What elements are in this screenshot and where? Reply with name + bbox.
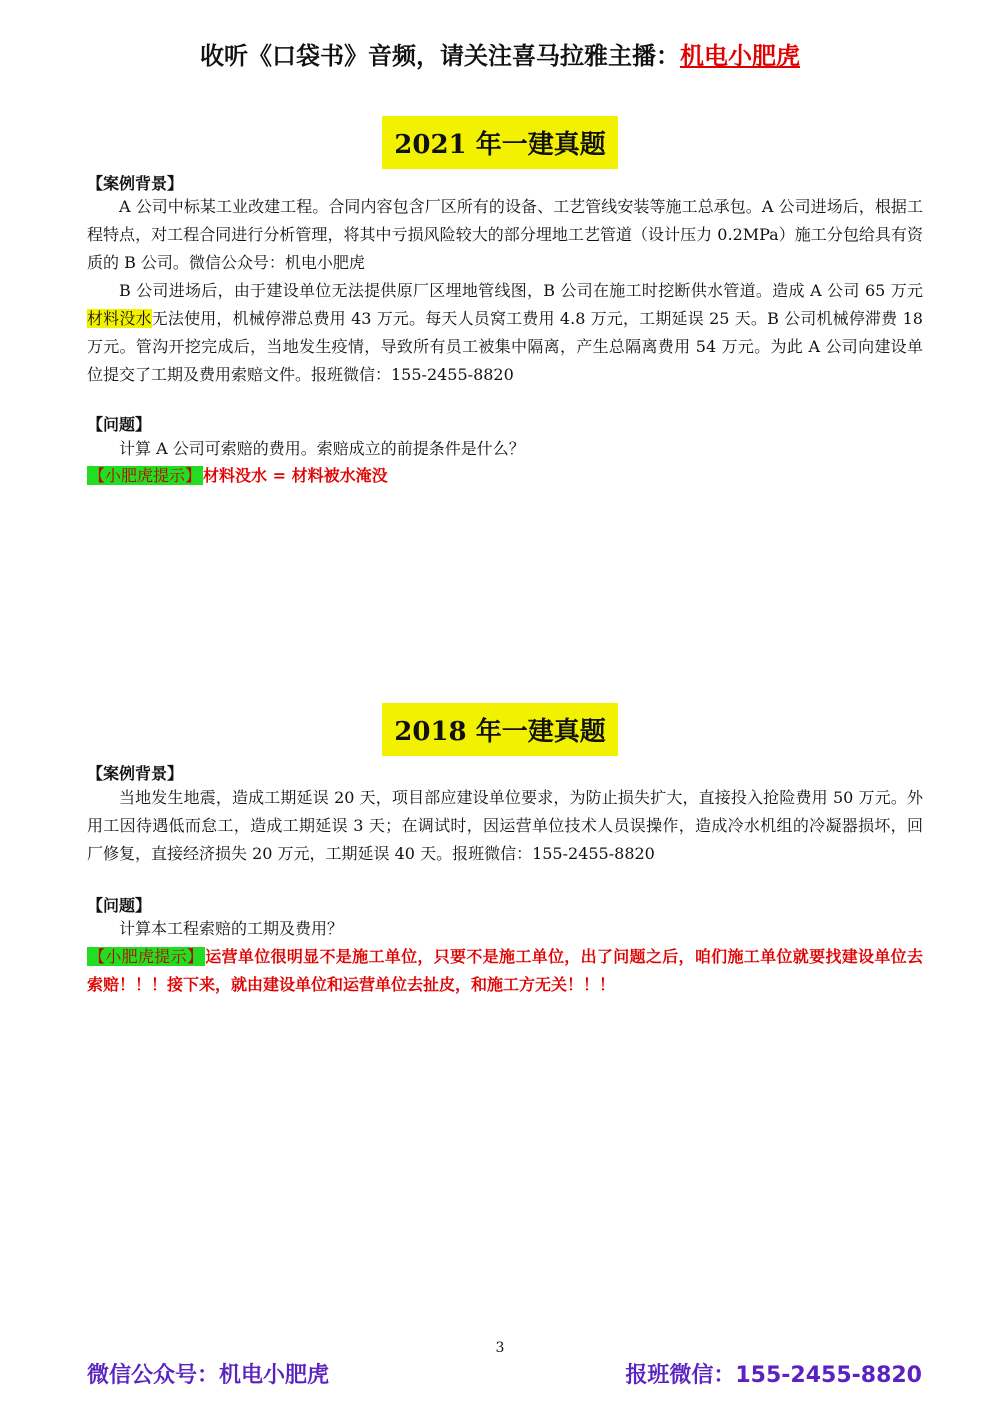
host-link[interactable]: 机电小肥虎 bbox=[680, 42, 800, 70]
tip-block bbox=[87, 943, 923, 999]
section-title-text: 2021 年一建真题 bbox=[382, 116, 617, 169]
page-number: 3 bbox=[495, 1340, 505, 1356]
case-background-text bbox=[87, 193, 923, 389]
highlighted-term: 材料没水 bbox=[87, 309, 152, 328]
question-text: 计算本工程索赔的工期及费用？ bbox=[119, 919, 344, 938]
case-background-label: 【案例背景】 bbox=[87, 764, 184, 783]
case-background-label: 【案例背景】 bbox=[87, 174, 184, 193]
top-banner bbox=[0, 36, 1000, 71]
case-background-text bbox=[87, 784, 923, 868]
footer-wechat-account: 微信公众号：机电小肥虎 bbox=[87, 1363, 330, 1388]
footer-enroll-wechat: 报班微信：155-2455-8820 bbox=[625, 1363, 922, 1388]
section-title-2018 bbox=[0, 703, 1000, 756]
tip-tag: 【小肥虎提示】 bbox=[89, 466, 202, 485]
question-label: 【问题】 bbox=[87, 415, 152, 434]
question-text: 计算 A 公司可索赔的费用。索赔成立的前提条件是什么？ bbox=[119, 439, 525, 458]
paragraph: 当地发生地震，造成工期延误 20 天，项目部应建设单位要求，为防止损失扩大，直接投入抢险费用 50 万元。外用工因待遇低而怠工，造成工期延误 3 天；在调试时，因运营单位技术人员误操作，造成冷水机组的冷凝器损坏，回厂修复，直接经济损失 20 万元，工期延误 40 天。报班微信：155-2455-8820 bbox=[87, 788, 923, 863]
section-title-2021 bbox=[0, 116, 1000, 169]
question-label: 【问题】 bbox=[87, 896, 152, 915]
paragraph: B 公司进场后，由于建设单位无法提供原厂区埋地管线图，B 公司在施工时挖断供水管道。造成 A 公司 65 万元材料没水无法使用，机械停滞总费用 43 万元。每天人员窝工费用 4.8 万元，工期延误 25 天。B 公司机械停滞费 18 万元。管沟开挖完成后，当地发生疫情，导致所有员工被集中隔离，产生总隔离费用 54 万元。为此 A 公司向建设单位提交了工期及费用索赔文件。报班微信：155-2455-8820 bbox=[87, 281, 923, 384]
tip-tag: 【小肥虎提示】 bbox=[89, 947, 204, 966]
section-title-text: 2018 年一建真题 bbox=[382, 703, 617, 756]
banner-prefix: 收听《口袋书》音频，请关注喜马拉雅主播： bbox=[200, 42, 680, 70]
paragraph: A 公司中标某工业改建工程。合同内容包含厂区所有的设备、工艺管线安装等施工总承包。A 公司进场后，根据工程特点，对工程合同进行分析管理，将其中亏损风险较大的部分埋地工艺管道（设计压力 0.2MPa）施工分包给具有资质的 B 公司。微信公众号：机电小肥虎 bbox=[87, 197, 923, 272]
tip-text: 材料没水 = 材料被水淹没 bbox=[203, 466, 388, 485]
tip-block bbox=[87, 462, 923, 490]
tip-text: 运营单位很明显不是施工单位，只要不是施工单位，出了问题之后，咱们施工单位就要找建设单位去索赔！！！接下来，就由建设单位和运营单位去扯皮，和施工方无关！！！ bbox=[87, 947, 923, 994]
